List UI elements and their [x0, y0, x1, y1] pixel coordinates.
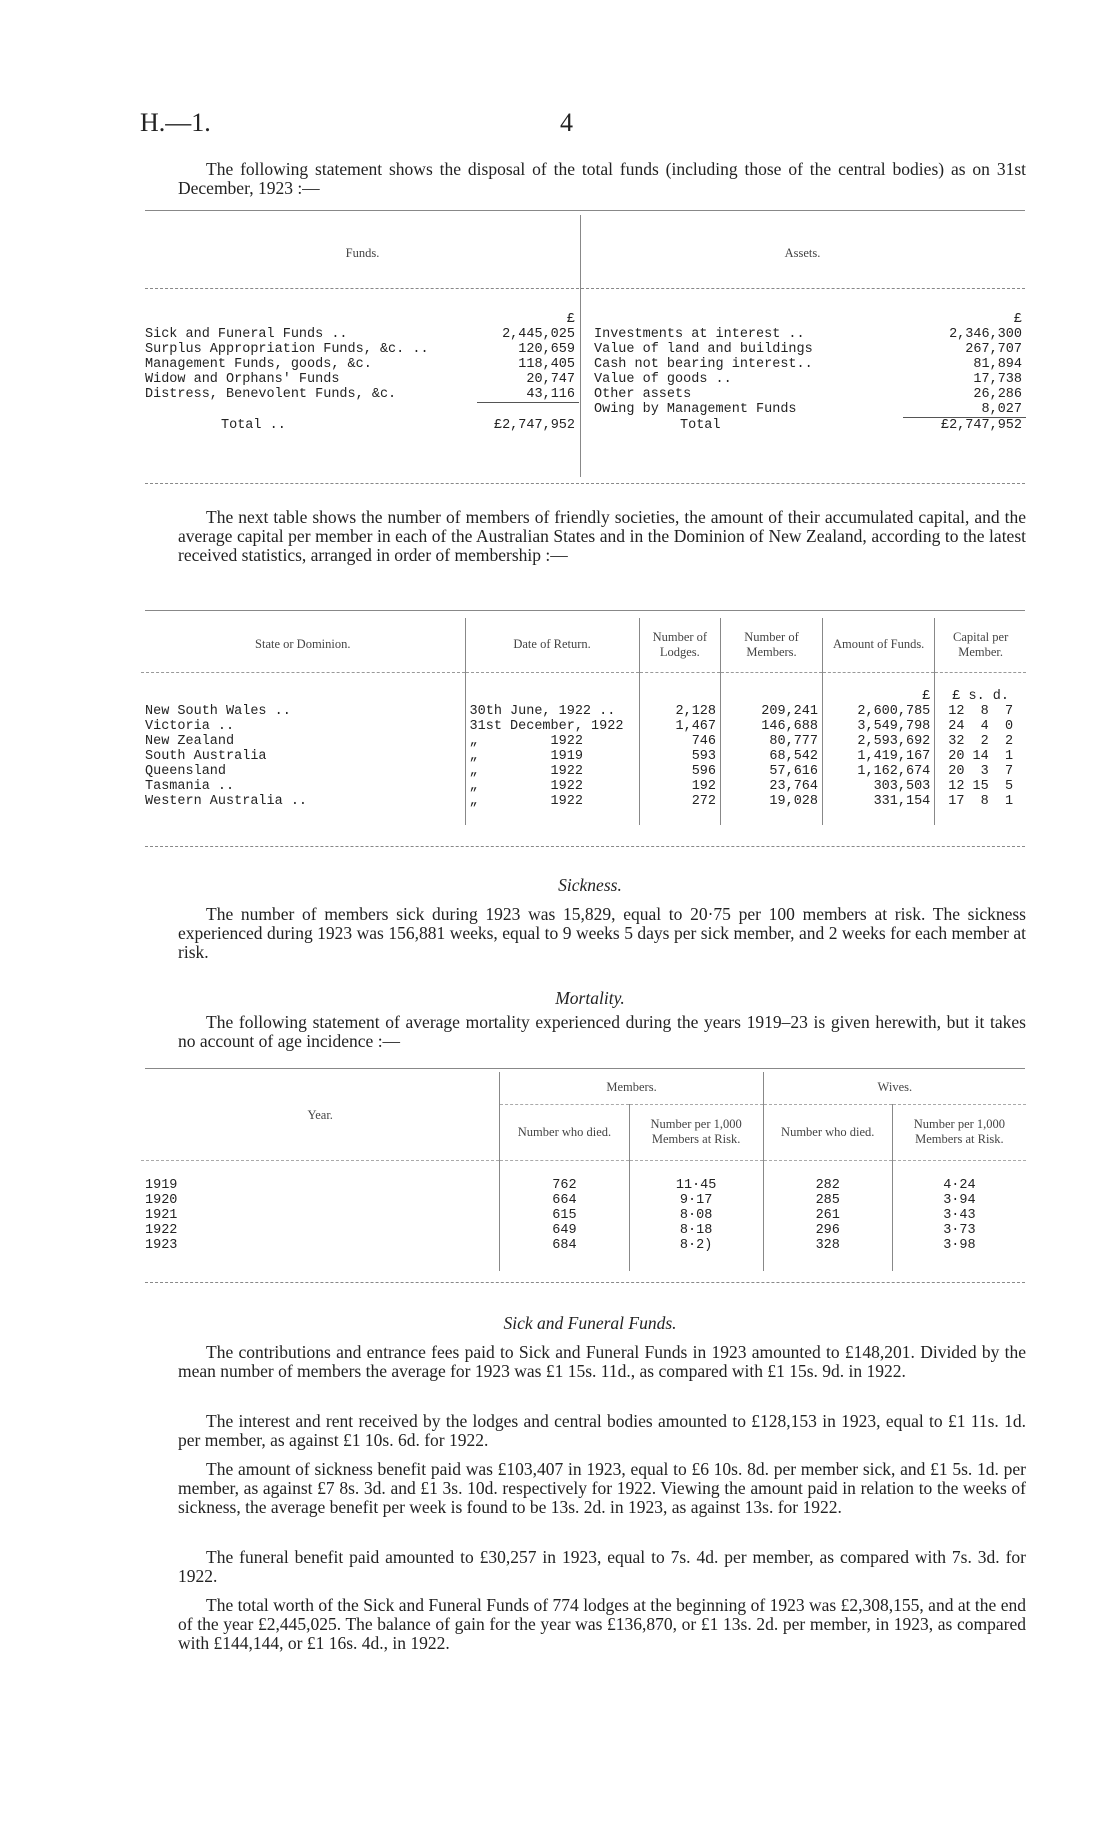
column-header-date: Date of Return. — [465, 618, 639, 672]
column-header-members-rate: Number per 1,000 Members at Risk. — [629, 1104, 763, 1160]
funds-row: Widow and Orphans' Funds 20,747 — [145, 372, 575, 387]
funds-heading: Funds. — [345, 246, 380, 260]
table-row: Victoria .. 31st December, 1922 1,467 146,688 3,549,798 24 4 0 — [141, 719, 1026, 734]
rule — [145, 1282, 1025, 1283]
sick-funeral-paragraph-3: The amount of sickness benefit paid was £103,407 in 1923, equal to £6 10s. 8d. per member sick, and £1 5s. 1d. per member, as against £7 8s. 3d. and £1 3s. 10d. respectively for 1922. Viewing the amount paid in relation to the weeks of sickness, the average benefit per week is found to be 13s. 2d. in 1923, as against 13s. for 1922. — [178, 1459, 1026, 1517]
funds-row: Management Funds, goods, &c. 118,405 — [145, 357, 575, 372]
column-header-wives-died: Number who died. — [763, 1104, 892, 1160]
column-header-lodges: Number of Lodges. — [639, 618, 720, 672]
sick-funeral-paragraph-1: The contributions and entrance fees paid to Sick and Funeral Funds in 1923 amounted to £148,201. Divided by the mean number of members the average for 1923 was £1 15s. 11d., as compared with £1 15s. 9d. in 1922. — [178, 1342, 1026, 1381]
assets-row: Other assets 26,286 — [594, 387, 1022, 402]
column-header-state: State or Dominion. — [255, 637, 351, 652]
rule — [145, 288, 1025, 289]
column-header-wives: Wives. — [763, 1072, 1026, 1104]
column-header-capital: Capital per Member. — [935, 618, 1026, 672]
currency-symbol: £ — [1013, 312, 1022, 327]
funds-row: Sick and Funeral Funds .. 2,445,025 — [145, 327, 575, 342]
column-header-members: Number of Members. — [721, 618, 823, 672]
capital-unit: £ s. d. — [935, 672, 1026, 704]
assets-row: Value of land and buildings 267,707 — [594, 342, 1022, 357]
column-header-wives-rate: Number per 1,000 Members at Risk. — [892, 1104, 1026, 1160]
table-row: South Australia „ 1919 593 68,542 1,419,167 20 14 1 — [141, 749, 1026, 764]
assets-row: Owing by Management Funds 8,027 — [590, 402, 1026, 418]
report-reference: H.—1. — [140, 108, 211, 137]
currency-symbol: £ — [566, 312, 575, 327]
states-table — [141, 618, 1026, 825]
assets-row: Cash not bearing interest.. 81,894 — [594, 357, 1022, 372]
sick-funeral-paragraph-4: The funeral benefit paid amounted to £30,257 in 1923, equal to 7s. 4d. per member, as compared with 7s. 3d. for 1922. — [178, 1547, 1026, 1586]
mortality-paragraph: The following statement of average mortality experienced during the years 1919–23 is given herewith, but it takes no account of age incidence :— — [178, 1012, 1026, 1051]
sickness-heading: Sickness. — [558, 875, 622, 895]
column-header-members-died: Number who died. — [500, 1104, 629, 1160]
table-row: Tasmania .. „ 1922 192 23,764 303,503 12 15 5 — [141, 779, 1026, 794]
sick-funeral-paragraph-5: The total worth of the Sick and Funeral Funds of 774 lodges at the beginning of 1923 was £2,308,155, and at the end of the year £2,445,025. The balance of gain for the year was £136,870, or £1 13s. 2d. per member, in 1923, as compared with £144,144, or £1 16s. 4d., in 1922. — [178, 1595, 1026, 1653]
assets-row: Investments at interest .. 2,346,300 — [594, 327, 1022, 342]
rule — [145, 610, 1025, 611]
table-row: 1919 762 11·45 282 4·24 — [141, 1178, 1026, 1193]
column-header-funds: Amount of Funds. — [823, 618, 935, 672]
assets-row: Value of goods .. 17,738 — [594, 372, 1022, 387]
intro-paragraph-funds: The following statement shows the disposal of the total funds (including those of the central bodies) as on 31st December, 1923 :— — [178, 159, 1026, 198]
rule — [145, 210, 1025, 211]
page-number: 4 — [560, 108, 573, 137]
assets-total-row: Total £2,747,952 — [680, 417, 1022, 433]
assets-heading: Assets. — [784, 246, 821, 260]
sickness-paragraph: The number of members sick during 1923 was 15,829, equal to 20·75 per 100 members at risk. The sickness experienced during 1923 was 156,881 weeks, equal to 9 weeks 5 days per sick member, and 2 weeks for each member at risk. — [178, 904, 1026, 962]
column-header-members: Members. — [500, 1072, 763, 1104]
table-row: 1923 684 8·2) 328 3·98 — [141, 1238, 1026, 1253]
table-row: New Zealand „ 1922 746 80,777 2,593,692 32 2 2 — [141, 734, 1026, 749]
table-row: Queensland „ 1922 596 57,616 1,162,674 20 3 7 — [141, 764, 1026, 779]
intro-paragraph-states: The next table shows the number of members of friendly societies, the amount of their accumulated capital, and the average capital per member in each of the Australian States and in the Dominion of New Zealand, according to the latest received statistics, arranged in order of membership :— — [178, 507, 1026, 565]
table-row: 1920 664 9·17 285 3·94 — [141, 1193, 1026, 1208]
sick-funeral-paragraph-2: The interest and rent received by the lodges and central bodies amounted to £128,153 in 1923, equal to £1 11s. 1d. per member, as against £1 10s. 6d. for 1922. — [178, 1411, 1026, 1450]
funds-total-row: Total .. £2,747,952 — [221, 417, 575, 433]
states-header-row — [141, 618, 1026, 672]
funds-unit: £ — [823, 672, 935, 704]
table-row: New South Wales .. 30th June, 1922 .. 2,128 209,241 2,600,785 12 8 7 — [141, 704, 1026, 719]
funds-row: Distress, Benevolent Funds, &c. 43,116 — [141, 387, 579, 403]
sick-funeral-heading: Sick and Funeral Funds. — [503, 1313, 677, 1333]
mortality-table — [141, 1072, 1026, 1271]
assets-list — [590, 312, 1026, 433]
column-header-year: Year. — [307, 1108, 333, 1123]
funds-list — [141, 312, 579, 433]
funds-row: Surplus Appropriation Funds, &c. .. 120,659 — [145, 342, 575, 357]
table-row: Western Australia .. „ 1922 272 19,028 331,154 17 8 1 — [141, 794, 1026, 809]
mortality-heading: Mortality. — [555, 988, 625, 1008]
page-header — [140, 108, 1040, 138]
rule — [145, 846, 1025, 847]
table-row: 1921 615 8·08 261 3·43 — [141, 1208, 1026, 1223]
rule — [145, 1068, 1025, 1069]
rule — [145, 483, 1025, 484]
table-row: 1922 649 8·18 296 3·73 — [141, 1223, 1026, 1238]
